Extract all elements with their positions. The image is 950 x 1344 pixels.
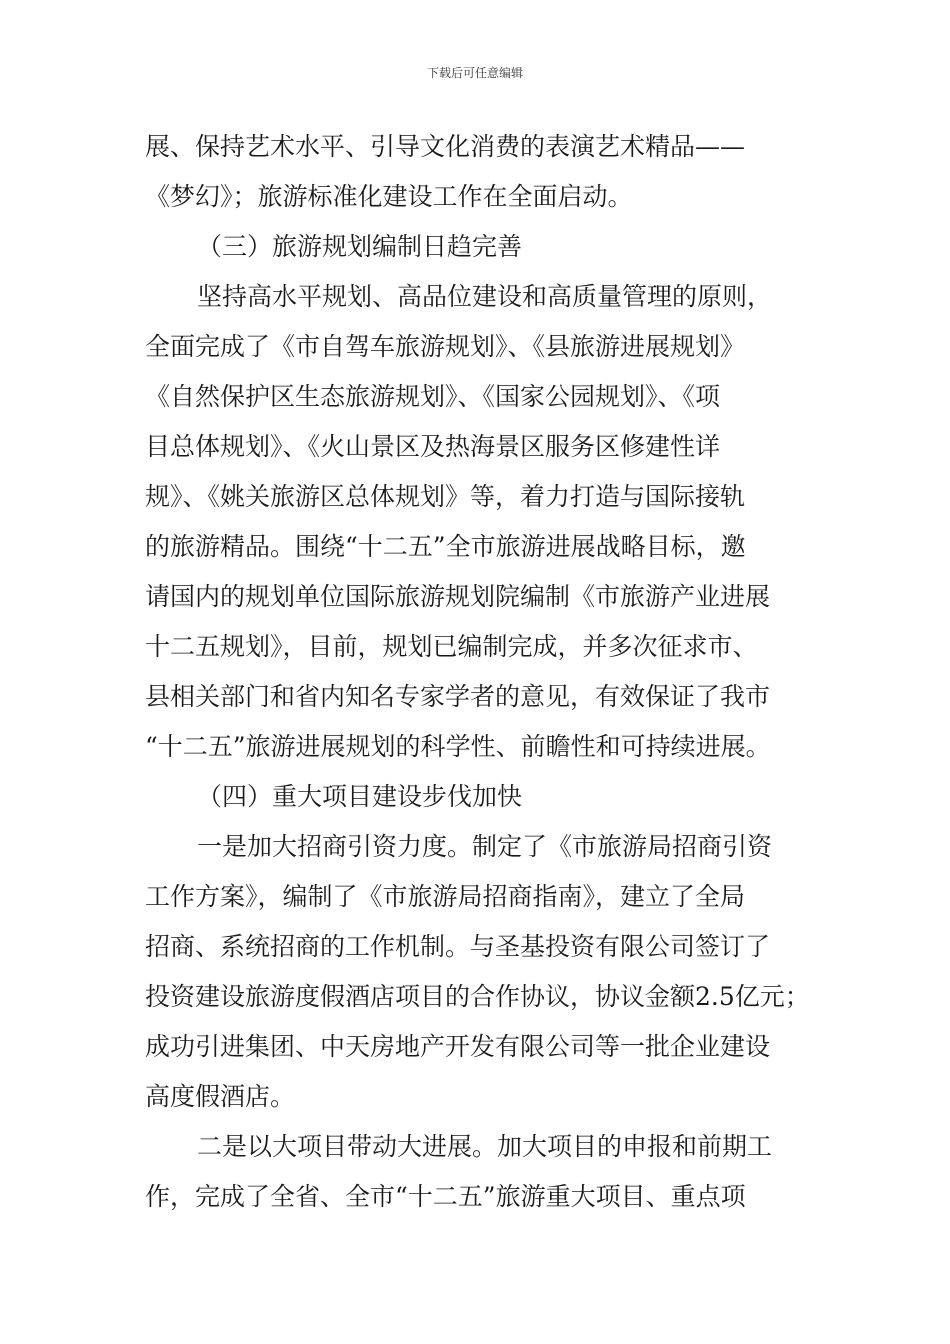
text-line: 展、保持艺术水平、引导文化消费的表演艺术精品—— <box>145 132 746 161</box>
text-line: 全面完成了《市自驾车旅游规划》、《县旅游进展规划》 <box>145 332 746 361</box>
text-line: 请国内的规划单位国际旅游规划院编制《市旅游产业进展 <box>145 582 771 611</box>
document-body <box>145 122 810 1222</box>
text-line: 投资建设旅游度假酒店项目的合作协议，协议金额2.5亿元； <box>145 982 810 1011</box>
text-line: “十二五”旅游进展规划的科学性、前瞻性和可持续进展。 <box>145 732 771 761</box>
text-line: 高度假酒店。 <box>145 1082 296 1111</box>
text-line: 招商、系统招商的工作机制。与圣基投资有限公司签订了 <box>145 932 771 961</box>
text-line: 《自然保护区生态旅游规划》、《国家公园规划》、《项 <box>145 382 721 411</box>
text-line: 工作方案》，编制了《市旅游局招商指南》，建立了全局 <box>145 882 746 911</box>
text-line: 成功引进集团、中天房地产开发有限公司等一批企业建设 <box>145 1032 771 1061</box>
text-line: 十二五规划》，目前，规划已编制完成，并多次征求市、 <box>145 632 758 661</box>
paragraph-start: 一是加大招商引资力度。制定了《市旅游局招商引资 <box>197 832 773 861</box>
text-line: 目总体规划》、《火山景区及热海景区服务区修建性详 <box>145 432 721 461</box>
section-heading: （三）旅游规划编制日趋完善 <box>197 232 523 261</box>
text-line: 《梦幻》；旅游标准化建设工作在全面启动。 <box>145 182 633 211</box>
section-heading: （四）重大项目建设步伐加快 <box>197 782 523 811</box>
paragraph-start: 坚持高水平规划、高品位建设和高质量管理的原则， <box>197 282 773 311</box>
text-line: 县相关部门和省内知名专家学者的意见，有效保证了我市 <box>145 682 771 711</box>
text-line: 作，完成了全省、全市“十二五”旅游重大项目、重点项 <box>145 1182 746 1211</box>
paragraph-start: 二是以大项目带动大进展。加大项目的申报和前期工 <box>197 1132 773 1161</box>
text-line: 的旅游精品。围绕“十二五”全市旅游进展战略目标，邀 <box>145 532 746 561</box>
text-line: 规》、《姚关旅游区总体规划》等，着力打造与国际接轨 <box>145 482 746 511</box>
page-header: 下载后可任意编辑 <box>426 66 523 80</box>
